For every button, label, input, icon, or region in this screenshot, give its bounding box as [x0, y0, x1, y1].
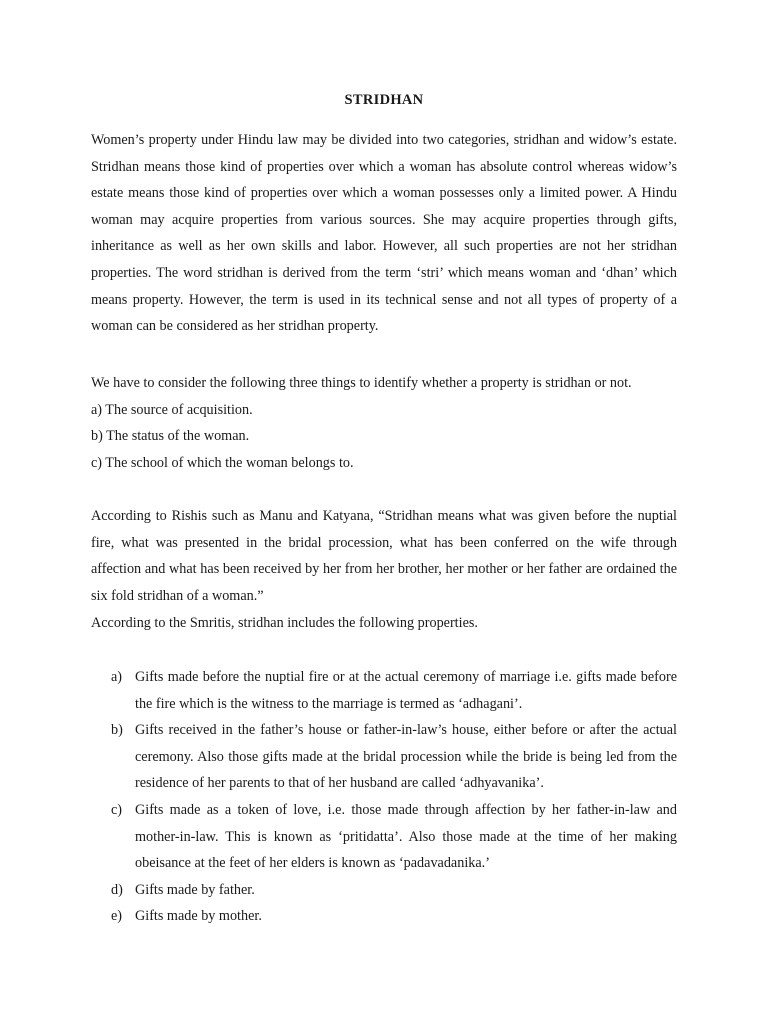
paragraph-smritis-intro: According to the Smritis, stridhan includes the following properties.: [91, 615, 478, 631]
list-marker: a): [111, 669, 123, 685]
list-item: [91, 877, 677, 904]
list-marker: d): [111, 881, 123, 898]
list-item: [91, 717, 677, 797]
page-title: STRIDHAN: [344, 92, 424, 108]
paragraph-rishis-quote: According to Rishis such as Manu and Katyana, “Stridhan means what was given before the nuptial fire, what was presented in the bridal procession, what has been conferred on the wife through affection and what has been received by her from her brother, her mother or her father are ordained the six fold stridhan of a woman.”: [91, 508, 677, 604]
list-item-text: Gifts made by father.: [135, 881, 255, 898]
criteria-item: c) The school of which the woman belongs to.: [91, 454, 354, 471]
criteria-item: b) The status of the woman.: [91, 428, 250, 445]
list-marker: c): [111, 801, 123, 818]
paragraph-criteria: [91, 370, 677, 476]
list-item-text: Gifts made by mother.: [135, 908, 262, 925]
list-item-text: Gifts made as a token of love, i.e. those made through affection by her father-in-law and mother-in-law. This is known as ‘pritidatta’. Also those made at the time of her making obeisance at the feet of her elders is known as ‘padavadanika.’: [135, 801, 677, 872]
smriti-list: [91, 664, 677, 930]
list-item: [91, 664, 677, 717]
list-item-text: Gifts received in the father’s house or father-in-law’s house, either before or after the actual ceremony. Also those gifts made at the bridal procession while the bride is being led from the residence of her parents to that of her husband are called ‘adhyavanika’.: [135, 722, 677, 792]
list-item: [91, 903, 677, 930]
list-marker: b): [111, 722, 123, 739]
paragraph-intro: Women’s property under Hindu law may be divided into two categories, stridhan and widow’s estate. Stridhan means those kind of properties over which a woman has absolute control whereas widow’s estate means those kind of properties over which a woman possesses only a limited power. A Hindu woman may acquire properties from various sources. She may acquire properties through gifts, inheritance as well as her own skills and labor. However, all such properties are not her stridhan properties. The word stridhan is derived from the term ‘stri’ which means woman and ‘dhan’ which means property. However, the term is used in its technical sense and not all types of property of a woman can be considered as her stridhan property.: [91, 132, 677, 335]
list-marker: e): [111, 908, 123, 925]
criteria-item: a) The source of acquisition.: [91, 401, 253, 418]
criteria-intro: We have to consider the following three things to identify whether a property is stridhan or not.: [91, 375, 632, 391]
list-item-text: Gifts made before the nuptial fire or at the actual ceremony of marriage i.e. gifts made before the fire which is the witness to the marriage is termed as ‘adhagani’.: [135, 669, 677, 712]
list-item: [91, 797, 677, 877]
